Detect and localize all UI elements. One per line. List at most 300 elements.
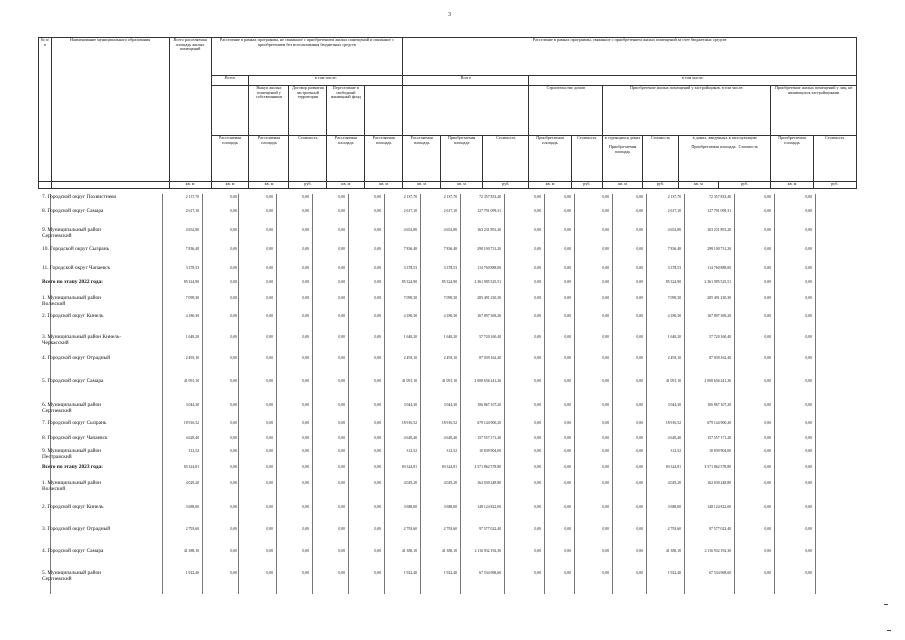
row-value: 0,00 xyxy=(374,465,381,469)
row-value: 0,00 xyxy=(230,195,237,199)
row-value: 0,00 xyxy=(564,421,571,425)
row-value: 0,00 xyxy=(602,228,609,232)
row-value: 0,00 xyxy=(266,449,273,453)
row-value: 0,00 xyxy=(602,335,609,339)
row-value: 0,00 xyxy=(636,266,643,270)
row-value: 85 324,90 xyxy=(401,280,417,284)
row-label: 5. Городской округ Самара xyxy=(42,378,104,384)
row-value: 0,00 xyxy=(374,505,381,509)
row-value: 0,00 xyxy=(602,505,609,509)
row-value: 0,00 xyxy=(302,314,309,318)
row-value: 0,00 xyxy=(266,527,273,531)
table-row xyxy=(38,246,857,258)
row-value: 2 617,10 xyxy=(667,209,681,213)
row-label: 8. Городской округ Чапаевск xyxy=(42,435,108,441)
row-value: 0,00 xyxy=(764,266,771,270)
row-value: 0,00 xyxy=(374,571,381,575)
h-rassel-3: Расселяемая площадь xyxy=(327,136,365,182)
unit: кв. м xyxy=(403,182,441,189)
row-value: 3 378,53 xyxy=(185,266,199,270)
row-label: 6. Муниципальный район Сергиевский xyxy=(42,402,102,415)
row-value: 0,00 xyxy=(302,296,309,300)
row-value: 0,00 xyxy=(602,379,609,383)
row-value: 0,00 xyxy=(338,527,345,531)
row-value: 0,00 xyxy=(805,335,812,339)
row-value: 85 324,90 xyxy=(183,280,199,284)
row-value: 3 688,00 xyxy=(667,505,681,509)
row-value: 0,00 xyxy=(805,481,812,485)
row-value: 0,00 xyxy=(374,314,381,318)
row-value: 0,00 xyxy=(266,335,273,339)
row-label: 8. Городской округ Самара xyxy=(42,208,104,214)
row-value: 3 044,30 xyxy=(667,403,681,407)
row-value: 0,00 xyxy=(764,505,771,509)
row-value: 2 361 985 525,51 xyxy=(474,280,501,284)
row-value: 0,00 xyxy=(302,505,309,509)
row-value: 0,00 xyxy=(374,549,381,553)
unit: руб. xyxy=(643,182,679,189)
row-value: 0,00 xyxy=(602,247,609,251)
h-rassel-5: Расселяемая площадь xyxy=(403,136,441,182)
table-row xyxy=(38,402,857,414)
row-value: 41 388,10 xyxy=(183,549,199,553)
sub-vvedennye: в домах, введенных в эксплуатацию xyxy=(692,135,757,140)
row-value: 0,00 xyxy=(602,296,609,300)
row-value: 18 916,52 xyxy=(401,421,417,425)
table-row xyxy=(38,208,857,220)
row-value: 0,00 xyxy=(636,505,643,509)
row-value: 3 688,00 xyxy=(443,505,457,509)
row-value: 0,00 xyxy=(602,356,609,360)
row-value: 0,00 xyxy=(302,481,309,485)
row-value: 0,00 xyxy=(805,209,812,213)
row-value: 0,00 xyxy=(230,449,237,453)
row-value: 0,00 xyxy=(764,449,771,453)
row-value: 0,00 xyxy=(534,505,541,509)
row-value: 0,00 xyxy=(534,209,541,213)
row-value: 0,00 xyxy=(564,296,571,300)
row-value: 41 388,10 xyxy=(401,549,417,553)
row-value: 67 534 968,60 xyxy=(709,571,731,575)
row-value: 0,00 xyxy=(636,379,643,383)
row-value: 0,00 xyxy=(302,527,309,531)
row-value: 0,00 xyxy=(534,403,541,407)
row-value: 0,00 xyxy=(338,465,345,469)
row-value: 114 760 888,00 xyxy=(477,266,501,270)
row-value: 7 836,48 xyxy=(403,247,417,251)
row-value: 157 557 171,20 xyxy=(477,436,501,440)
row-value: 41 091,10 xyxy=(665,379,681,383)
row-value: 0,00 xyxy=(764,481,771,485)
row-value: 0,00 xyxy=(636,403,643,407)
row-value: 127 791 099,31 xyxy=(477,209,501,213)
row-value: 0,00 xyxy=(266,436,273,440)
row-value: 0,00 xyxy=(636,247,643,251)
h-stoim-2: Стоимость xyxy=(483,136,529,182)
row-value: 0,00 xyxy=(534,314,541,318)
row-value: 0,00 xyxy=(564,195,571,199)
row-value: 0,00 xyxy=(534,296,541,300)
row-value: 0,00 xyxy=(805,247,812,251)
row-value: 679 144 900,20 xyxy=(707,421,731,425)
unit: руб. xyxy=(571,182,603,189)
row-value: 0,00 xyxy=(374,228,381,232)
row-value: 0,00 xyxy=(266,209,273,213)
row-value: 0,00 xyxy=(266,481,273,485)
row-value: 0,00 xyxy=(230,436,237,440)
row-value: 4 628,40 xyxy=(667,436,681,440)
unit: кв. м xyxy=(211,182,249,189)
row-value: 4 652,80 xyxy=(403,228,417,232)
row-value: 0,00 xyxy=(564,449,571,453)
row-value: 0,00 xyxy=(230,314,237,318)
h-priobr-2: Приобретаемая площадь xyxy=(529,136,571,182)
table-row xyxy=(38,227,857,239)
row-value: 0,00 xyxy=(602,266,609,270)
row-value: 0,00 xyxy=(266,379,273,383)
unit: руб. xyxy=(289,182,327,189)
row-value: 0,00 xyxy=(564,266,571,270)
row-value: 106 867 107,20 xyxy=(477,403,501,407)
table-header xyxy=(38,37,857,189)
group-a-v-tom-chisle: в том числе: xyxy=(249,76,403,86)
row-value: 0,00 xyxy=(230,356,237,360)
row-value: 127 791 099,31 xyxy=(707,209,731,213)
row-label: 9. Муниципальный район Пестравский xyxy=(42,448,102,461)
row-value: 312,52 xyxy=(188,449,199,453)
row-value: 0,00 xyxy=(764,228,771,232)
row-value: 0,00 xyxy=(230,247,237,251)
row-value: 18 916,52 xyxy=(183,421,199,425)
row-value: 0,00 xyxy=(534,379,541,383)
row-value: 2 008 656 241,26 xyxy=(474,379,501,383)
row-value: 0,00 xyxy=(564,505,571,509)
row-value: 0,00 xyxy=(805,527,812,531)
row-value: 0,00 xyxy=(602,209,609,213)
row-value: 0,00 xyxy=(374,266,381,270)
row-value: 0,00 xyxy=(805,421,812,425)
row-value: 0,00 xyxy=(564,314,571,318)
h-priobr-4: Приобретаемая площадь xyxy=(691,144,736,150)
unit: кв. м xyxy=(771,182,813,189)
table-row xyxy=(38,480,857,492)
row-value: 0,00 xyxy=(636,549,643,553)
row-value: 0,00 xyxy=(636,421,643,425)
table-row xyxy=(38,295,857,307)
row-value: 0,00 xyxy=(534,195,541,199)
row-value: 4 628,40 xyxy=(403,436,417,440)
row-value: 0,00 xyxy=(338,403,345,407)
row-value: 0,00 xyxy=(266,403,273,407)
row-value: 0,00 xyxy=(602,421,609,425)
unit: кв. м xyxy=(441,182,483,189)
row-value: 0,00 xyxy=(636,314,643,318)
row-value: 0,00 xyxy=(805,571,812,575)
row-label: 2. Городской округ Кинель xyxy=(42,313,104,319)
row-value: 0,00 xyxy=(764,571,771,575)
sub-pereselenie: Переселение в свободный жилищный фонд xyxy=(327,86,365,136)
row-value: 163 231 891,20 xyxy=(477,228,501,232)
row-value: 0,00 xyxy=(230,266,237,270)
unit: кв. м xyxy=(169,182,211,189)
row-value: 0,00 xyxy=(764,209,771,213)
row-label: 10. Городской округ Сызрань xyxy=(42,246,110,252)
row-value: 2 137,70 xyxy=(667,195,681,199)
row-value: 0,00 xyxy=(764,296,771,300)
row-value: 0,00 xyxy=(374,280,381,284)
row-value: 312,52 xyxy=(406,449,417,453)
row-value: 87 039 162,40 xyxy=(709,356,731,360)
row-value: 41 388,10 xyxy=(665,549,681,553)
row-value: 1 648,20 xyxy=(443,335,457,339)
page-number: 3 xyxy=(448,12,451,18)
row-value: 0,00 xyxy=(764,527,771,531)
table-row xyxy=(38,420,857,432)
row-label: 11. Городской округ Чапаевск xyxy=(42,265,111,271)
row-value: 0,00 xyxy=(338,421,345,425)
row-value: 114 760 888,00 xyxy=(707,266,731,270)
row-value: 679 144 900,20 xyxy=(477,421,501,425)
h-stoim-3: Стоимость xyxy=(571,136,603,182)
row-value: 0,00 xyxy=(230,403,237,407)
row-value: 0,00 xyxy=(636,209,643,213)
row-value: 0,00 xyxy=(338,481,345,485)
row-value: 4 652,80 xyxy=(667,228,681,232)
row-value: 4 180,30 xyxy=(443,314,457,318)
row-value: 87 039 162,40 xyxy=(479,356,501,360)
row-value: 0,00 xyxy=(338,247,345,251)
row-value: 0,00 xyxy=(805,505,812,509)
row-value: 7 099,30 xyxy=(443,296,457,300)
row-value: 0,00 xyxy=(338,505,345,509)
row-label: 3. Городской округ Отрадный xyxy=(42,526,111,532)
row-value: 2 493,10 xyxy=(185,356,199,360)
row-value: 0,00 xyxy=(764,335,771,339)
row-value: 0,00 xyxy=(266,266,273,270)
row-value: 106 867 107,20 xyxy=(707,403,731,407)
row-value: 4 029,20 xyxy=(403,481,417,485)
row-value: 2 793,60 xyxy=(667,527,681,531)
row-value: 0,00 xyxy=(230,505,237,509)
row-value: 3 688,00 xyxy=(185,505,199,509)
row-value: 0,00 xyxy=(764,549,771,553)
h-rassel-4: Расселяемая площадь xyxy=(365,136,403,182)
row-value: 2 137,70 xyxy=(403,195,417,199)
h-stoim-4: Стоимость xyxy=(643,136,679,182)
row-label: 5. Муниципальный район Сергиевский xyxy=(42,570,102,583)
row-value: 0,00 xyxy=(230,280,237,284)
row-value: 0,00 xyxy=(374,379,381,383)
table-row xyxy=(38,570,857,582)
row-value: 0,00 xyxy=(338,228,345,232)
row-value: 83 324,81 xyxy=(665,465,681,469)
row-value: 0,00 xyxy=(564,356,571,360)
row-value: 0,00 xyxy=(230,379,237,383)
row-value: 163 231 891,20 xyxy=(707,228,731,232)
row-value: 0,00 xyxy=(602,314,609,318)
row-value: 41 091,10 xyxy=(183,379,199,383)
scan-mark xyxy=(884,604,888,605)
row-value: 0,00 xyxy=(302,403,309,407)
table-row xyxy=(38,548,857,560)
sub-vykup: Выкуп жилых помещений у собственников xyxy=(249,86,289,136)
row-value: 1 648,20 xyxy=(667,335,681,339)
row-value: 0,00 xyxy=(602,195,609,199)
col-name-header: Наименование муниципального образования xyxy=(51,38,169,182)
row-value: 2 008 656 241,26 xyxy=(704,379,731,383)
row-value: 41 388,10 xyxy=(441,549,457,553)
row-value: 0,00 xyxy=(374,449,381,453)
row-label: 3. Муниципальный район Кинель- Черкасский xyxy=(42,334,122,347)
h-priobr-5: Приобретаемая площадь xyxy=(771,136,813,182)
row-label: 1. Муниципальный район Волжский xyxy=(42,295,102,308)
row-value: 2 116 932 192,30 xyxy=(474,549,501,553)
row-value: 4 628,40 xyxy=(443,436,457,440)
row-value: 0,00 xyxy=(266,280,273,284)
row-value: 0,00 xyxy=(302,228,309,232)
row-value: 0,00 xyxy=(302,449,309,453)
row-value: 3 044,30 xyxy=(185,403,199,407)
row-value: 0,00 xyxy=(534,356,541,360)
row-value: 0,00 xyxy=(602,280,609,284)
table-row xyxy=(38,448,857,460)
table-row xyxy=(38,435,857,447)
row-value: 0,00 xyxy=(534,449,541,453)
h-rassel-1: Расселяемая площадь xyxy=(211,136,249,182)
row-value: 0,00 xyxy=(302,356,309,360)
sub-priobr-zastr: Приобретение жилых помещений у застройщиков, в том числе: xyxy=(603,86,771,136)
row-value: 0,00 xyxy=(534,481,541,485)
row-value: 83 324,81 xyxy=(401,465,417,469)
row-value: 0,00 xyxy=(636,195,643,199)
row-value: 0,00 xyxy=(338,209,345,213)
row-value: 0,00 xyxy=(764,403,771,407)
row-value: 10 839 904,00 xyxy=(479,449,501,453)
row-value: 0,00 xyxy=(266,356,273,360)
row-value: 157 557 171,20 xyxy=(707,436,731,440)
row-value: 0,00 xyxy=(266,195,273,199)
unit: руб. xyxy=(813,182,856,189)
row-value: 2 793,60 xyxy=(403,527,417,531)
row-value: 1 922,40 xyxy=(443,571,457,575)
row-value: 2 617,10 xyxy=(403,209,417,213)
row-value: 167 897 369,20 xyxy=(707,314,731,318)
row-value: 0,00 xyxy=(602,549,609,553)
unit: кв. м xyxy=(603,182,643,189)
row-value: 0,00 xyxy=(534,436,541,440)
row-label: 4. Городской округ Самара xyxy=(42,548,104,554)
row-value: 2 137,70 xyxy=(185,195,199,199)
row-value: 0,00 xyxy=(534,247,541,251)
row-value: 0,00 xyxy=(602,449,609,453)
row-value: 0,00 xyxy=(338,266,345,270)
row-value: 0,00 xyxy=(338,436,345,440)
row-value: 0,00 xyxy=(266,228,273,232)
row-value: 0,00 xyxy=(805,436,812,440)
row-value: 0,00 xyxy=(534,280,541,284)
units-row xyxy=(39,182,857,189)
row-value: 0,00 xyxy=(805,280,812,284)
row-value: 0,00 xyxy=(302,436,309,440)
col-total-area-header: Всего расселяемая площадь жилых помещений xyxy=(169,38,211,182)
row-value: 85 324,90 xyxy=(441,280,457,284)
row-value: 0,00 xyxy=(764,356,771,360)
row-value: 0,00 xyxy=(230,527,237,531)
row-value: 4 628,40 xyxy=(185,436,199,440)
row-value: 0,00 xyxy=(534,527,541,531)
row-value: 1 922,40 xyxy=(667,571,681,575)
row-value: 0,00 xyxy=(805,228,812,232)
row-value: 2 617,10 xyxy=(185,209,199,213)
scan-mark xyxy=(887,630,891,631)
row-value: 41 091,10 xyxy=(401,379,417,383)
row-value: 4 029,20 xyxy=(185,481,199,485)
row-value: 0,00 xyxy=(374,356,381,360)
row-value: 67 534 968,60 xyxy=(479,571,501,575)
row-value: 0,00 xyxy=(534,266,541,270)
row-label: Всего по этапу 2023 года: xyxy=(42,464,103,470)
row-value: 0,00 xyxy=(764,280,771,284)
row-value: 0,00 xyxy=(636,481,643,485)
row-value: 0,00 xyxy=(564,403,571,407)
row-value: 0,00 xyxy=(534,421,541,425)
row-value: 0,00 xyxy=(602,481,609,485)
unit: кв. м xyxy=(365,182,403,189)
row-value: 0,00 xyxy=(564,247,571,251)
row-value: 4 180,30 xyxy=(403,314,417,318)
row-value: 72 357 833,40 xyxy=(479,195,501,199)
row-value: 0,00 xyxy=(266,549,273,553)
group-b-v-tom-chisle: в том числе: xyxy=(529,76,857,86)
row-value: 0,00 xyxy=(805,549,812,553)
unit: руб. xyxy=(718,182,771,189)
row-value: 18 916,52 xyxy=(441,421,457,425)
row-value: 0,00 xyxy=(764,379,771,383)
row-value: 4 652,80 xyxy=(443,228,457,232)
row-value: 0,00 xyxy=(636,527,643,531)
row-value: 0,00 xyxy=(230,296,237,300)
row-value: 0,00 xyxy=(374,247,381,251)
row-value: 0,00 xyxy=(764,436,771,440)
row-value: 0,00 xyxy=(534,465,541,469)
row-value: 2 617,10 xyxy=(443,209,457,213)
group-b-vsego: Всего xyxy=(403,76,529,86)
col-num-header: № п/п xyxy=(39,38,52,182)
row-value: 0,00 xyxy=(602,465,609,469)
row-value: 0,00 xyxy=(230,549,237,553)
table-row xyxy=(38,194,857,206)
row-value: 83 324,81 xyxy=(441,465,457,469)
group-a-header: Расселение в рамках программы, не связанное с приобретением жилых помещений и связанное с приобретением без использования бюджетных средств xyxy=(211,38,403,76)
h-stoim-1: Стоимость xyxy=(289,136,327,182)
row-value: 3 044,30 xyxy=(403,403,417,407)
h-rassel-2: Расселяемая площадь xyxy=(249,136,289,182)
unit: руб. xyxy=(483,182,529,189)
row-value: 0,00 xyxy=(636,356,643,360)
sub-stroyashch: в строящихся домах xyxy=(604,135,641,140)
row-value: 0,00 xyxy=(602,571,609,575)
row-label: 1. Муниципальный район Волжский xyxy=(42,480,102,493)
row-value: 3 688,00 xyxy=(403,505,417,509)
row-value: 97 577 022,40 xyxy=(479,527,501,531)
row-value: 0,00 xyxy=(338,379,345,383)
row-value: 0,00 xyxy=(230,228,237,232)
row-value: 1 922,40 xyxy=(403,571,417,575)
row-value: 3 571 862 578,80 xyxy=(474,465,501,469)
row-value: 0,00 xyxy=(338,314,345,318)
row-value: 0,00 xyxy=(564,209,571,213)
unit: кв. м xyxy=(327,182,365,189)
